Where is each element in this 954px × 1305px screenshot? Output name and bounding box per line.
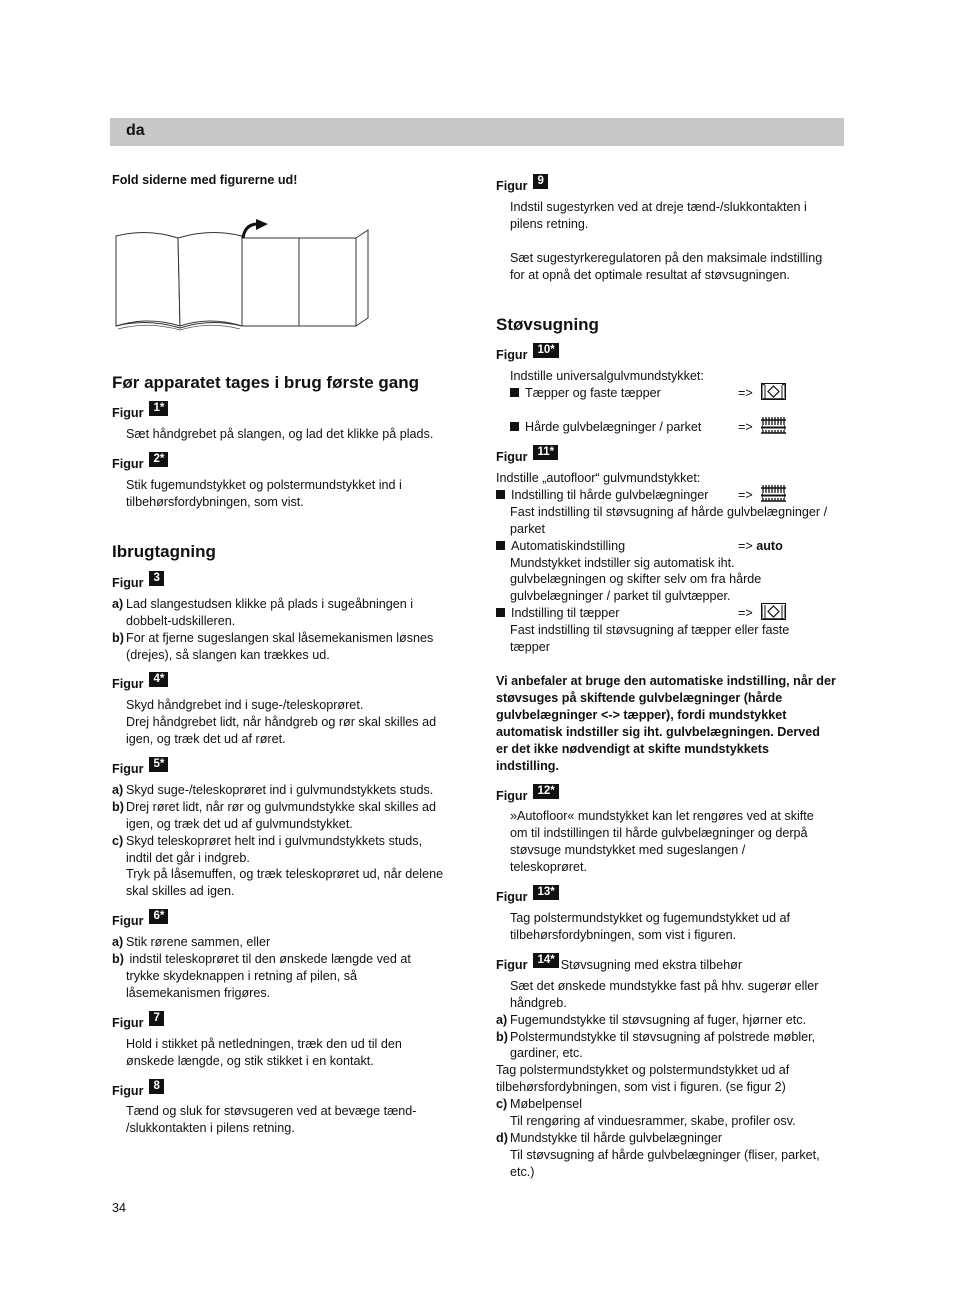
fig11-i1-text-1: Fast indstilling til støvsugning af hårde gulvbelægninger / [510, 505, 828, 519]
figure-label-text: Figur [112, 762, 144, 776]
language-bar [110, 118, 844, 146]
figure-label-text: Figur [112, 677, 144, 691]
item-letter: a) [112, 935, 124, 949]
fig4-text-3: igen, og træk det ud af røret. [126, 732, 286, 746]
fig14-c-2: Til rengøring af vinduesrammer, skabe, profiler osv. [510, 1114, 796, 1128]
fig3-a [112, 596, 413, 613]
figure-label-text: Figur [496, 450, 528, 464]
fig1-text: Sæt håndgrebet på slangen, og lad det klikke på plads. [126, 427, 434, 441]
fig9-text-4: for at opnå det optimale resultat af støvsugningen. [510, 268, 791, 282]
figure-label-text: Figur [112, 406, 144, 420]
figure-label-text: Figur [112, 576, 144, 590]
item-text: Fugemundstykke til støvsugning af fuger, hjørner etc. [510, 1013, 807, 1027]
figure-number-badge: 3 [149, 571, 163, 586]
figure-label-3 [112, 572, 164, 592]
recommend-text-4: automatisk indstiller sig iht. gulvbelægningen. Derved [496, 725, 820, 739]
fig11-item-carpet [496, 605, 620, 622]
figure-label-11 [496, 446, 558, 466]
fig10-arrow-2: => [738, 420, 753, 434]
recommend-text-3: gulvbelægninger <-> tæpper), fordi mundstykket [496, 708, 787, 722]
fig11-item-hardfloor [496, 487, 708, 504]
fig11-arrow-2 [738, 538, 783, 555]
item-text: Mundstykke til hårde gulvbelægninger [510, 1131, 723, 1145]
arrow-text: => [738, 539, 753, 553]
item-letter: b) [496, 1030, 508, 1044]
fig3-a-2: dobbelt-udskilleren. [126, 614, 236, 628]
fig12-text-4: teleskoprøret. [510, 860, 587, 874]
fig5-c-4: skal skilles ad igen. [126, 884, 235, 898]
fig9-text-3: Sæt sugestyrkeregulatoren på den maksimale indstilling [510, 251, 823, 265]
fig7-text-2: ønskede længde, og stik stikket i en kontakt. [126, 1054, 374, 1068]
page-number: 34 [112, 1201, 127, 1215]
figure-label-9 [496, 175, 548, 195]
figure-label-text: Figur [496, 348, 528, 362]
item-letter: a) [112, 597, 124, 611]
figure-number-badge: 11* [533, 445, 558, 460]
figure-label-8 [112, 1080, 164, 1100]
fig4-text-1: Skyd håndgrebet ind i suge-/teleskoprøret. [126, 698, 364, 712]
item-text: Tæpper og faste tæpper [525, 386, 661, 400]
recommend-text-2: støvsuges på skiftende gulvbelægninger (hårde [496, 691, 783, 705]
figure-label-text: Figur [496, 958, 528, 972]
fig5-b [112, 799, 436, 816]
fig4-text-2: Drej håndgrebet lidt, når håndgreb og rør skal skilles ad [126, 715, 437, 729]
fold-note: Fold siderne med figurerne ud! [112, 173, 298, 187]
item-text: Stik rørene sammen, eller [126, 935, 271, 949]
item-letter: a) [496, 1013, 508, 1027]
bullet-square [510, 422, 519, 431]
item-letter: a) [112, 783, 124, 797]
figure-label-2 [112, 453, 168, 473]
fig6-b-3: låsemekanismen frigøres. [126, 986, 271, 1000]
item-text: Skyd teleskoprøret helt ind i gulvmundstykkets studs, [126, 834, 423, 848]
fig10-item-hardfloor [510, 419, 701, 436]
figure-number-badge: 6* [149, 909, 168, 924]
fig14-m2: tilbehørsfordybningen, som vist i figuren. (se figur 2) [496, 1080, 786, 1094]
figure-number-badge: 5* [149, 757, 168, 772]
figure-label-text: Figur [496, 179, 528, 193]
item-letter: b) [112, 631, 124, 645]
figure-number-badge: 9 [533, 174, 547, 189]
fig2-text-1: Stik fugemundstykket og polstermundstykket ind i [126, 478, 402, 492]
fig12-text-1: »Autofloor« mundstykket kan let rengøres ved at skifte [510, 809, 814, 823]
fig5-b-2: igen, og træk det ud af gulvmundstykket. [126, 817, 353, 831]
figure-number-badge: 13* [533, 885, 558, 900]
figure-label-text: Figur [112, 1016, 144, 1030]
item-letter: c) [112, 834, 124, 848]
carpet-setting-icon [761, 383, 786, 400]
item-letter: b) [112, 800, 124, 814]
figure-number-badge: 4* [149, 672, 168, 687]
carpet-setting-icon [761, 603, 786, 620]
item-text: Drej røret lidt, når rør og gulvmundstykke skal skilles ad [126, 800, 437, 814]
figure-number-badge: 7 [149, 1011, 163, 1026]
figure-label-text: Figur [112, 914, 144, 928]
fig14-d [496, 1130, 722, 1147]
figure-number-badge: 14* [533, 953, 558, 968]
fig14-title: Støvsugning med ekstra tilbehør [560, 958, 743, 972]
figure-label-14 [496, 954, 743, 974]
figure-label-12 [496, 785, 559, 805]
fig11-i3-text-2: tæpper [510, 640, 550, 654]
hardfloor-setting-icon [761, 417, 786, 434]
fig11-arrow-1: => [738, 488, 753, 502]
fig12-text-3: støvsuge mundstykket med sugeslangen / [510, 843, 746, 857]
language-code: da [126, 122, 145, 139]
fig11-arrow-3: => [738, 606, 753, 620]
fig3-b [112, 630, 433, 647]
fig14-text-2: håndgreb. [510, 996, 567, 1010]
fig14-d-2: Til støvsugning af hårde gulvbelægninger (fliser, parket, [510, 1148, 820, 1162]
fig2-text-2: tilbehørsfordybningen, som vist. [126, 495, 304, 509]
section-title-first-use: Før apparatet tages i brug første gang [112, 373, 419, 392]
item-text: Automatiskindstilling [511, 539, 626, 553]
fig12-text-2: om til indstillingen til hårde gulvbelægninger og derpå [510, 826, 808, 840]
item-letter: c) [496, 1097, 508, 1111]
fig13-text-2: tilbehørsfordybningen, som vist i figuren. [510, 928, 737, 942]
item-letter: b) [112, 952, 124, 966]
figure-number-badge: 12* [533, 784, 558, 799]
figure-number-badge: 10* [533, 343, 558, 358]
fig6-b [112, 951, 411, 968]
figure-label-text: Figur [112, 1084, 144, 1098]
figure-label-13 [496, 886, 559, 906]
fold-pages-illustration [112, 218, 374, 332]
fig5-c-2: indtil det går i indgreb. [126, 851, 250, 865]
item-text: Indstilling til hårde gulvbelægninger [511, 488, 709, 502]
recommend-text-5: er det ikke nødvendigt at skifte mundstykkets [496, 742, 769, 756]
fig14-m1: Tag polstermundstykket og polstermundstykket ud af [496, 1063, 790, 1077]
section-title-usage: Ibrugtagning [112, 542, 216, 561]
fig14-text-1: Sæt det ønskede mundstykke fast på hhv. sugerør eller [510, 979, 819, 993]
fig6-a [112, 934, 270, 951]
item-text: Skyd suge-/teleskoprøret ind i gulvmundstykkets studs. [126, 783, 434, 797]
fig9-text-1: Indstil sugestyrken ved at dreje tænd-/slukkontakten i [510, 200, 807, 214]
fig11-text-1: Indstille „autofloor“ gulvmundstykket: [496, 471, 701, 485]
figure-number-badge: 8 [149, 1079, 163, 1094]
figure-label-10 [496, 344, 559, 364]
item-text: Hårde gulvbelægninger / parket [525, 420, 702, 434]
item-text: Lad slangestudsen klikke på plads i sugeåbningen i [126, 597, 414, 611]
item-text: For at fjerne sugeslangen skal låsemekanismen løsnes [126, 631, 434, 645]
figure-number-badge: 1* [149, 401, 168, 416]
section-title-vacuuming: Støvsugning [496, 315, 599, 334]
hardfloor-setting-icon [761, 485, 786, 502]
fig7-text-1: Hold i stikket på netledningen, træk den ud til den [126, 1037, 402, 1051]
figure-label-text: Figur [112, 457, 144, 471]
fig14-d-3: etc.) [510, 1165, 535, 1179]
fig10-arrow-1: => [738, 386, 753, 400]
fig14-c [496, 1096, 582, 1113]
figure-label-5 [112, 758, 168, 778]
fig11-i2-text-2: gulvbelægningen og skifter selv om fra hårde [510, 572, 762, 586]
figure-label-6 [112, 910, 168, 930]
bullet-square [496, 490, 505, 499]
fig3-b-2: (drejes), så slangen kan trækkes ud. [126, 648, 330, 662]
item-text: Indstilling til tæpper [511, 606, 620, 620]
figure-number-badge: 2* [149, 452, 168, 467]
fig10-item-carpet [510, 385, 661, 402]
fig8-text-2: /slukkontakten i pilens retning. [126, 1121, 295, 1135]
item-text: Polstermundstykke til støvsugning af polstrede møbler, [510, 1030, 816, 1044]
figure-label-text: Figur [496, 789, 528, 803]
fig5-c-3: Tryk på låsemuffen, og træk teleskoprøret ud, når delene [126, 867, 444, 881]
fig11-i3-text-1: Fast indstilling til støvsugning af tæpper eller faste [510, 623, 790, 637]
figure-label-1 [112, 402, 168, 422]
fig11-i1-text-2: parket [510, 522, 546, 536]
auto-label: auto [756, 539, 783, 553]
fig14-b-2: gardiner, etc. [510, 1046, 583, 1060]
fig11-item-auto [496, 538, 625, 555]
bullet-square [496, 608, 505, 617]
item-text: indstil teleskoprøret til den ønskede længde ved at [126, 952, 411, 966]
fig8-text-1: Tænd og sluk for støvsugeren ved at bevæge tænd- [126, 1104, 417, 1118]
fig13-text-1: Tag polstermundstykket og fugemundstykket ud af [510, 911, 791, 925]
fig11-i2-text-1: Mundstykket indstiller sig automatisk iht. [510, 556, 735, 570]
fig5-c [112, 833, 422, 850]
item-letter: d) [496, 1131, 508, 1145]
fig5-a [112, 782, 433, 799]
fig14-a [496, 1012, 806, 1029]
figure-label-4 [112, 673, 168, 693]
bullet-square [496, 541, 505, 550]
figure-label-7 [112, 1012, 164, 1032]
figure-label-text: Figur [496, 890, 528, 904]
bullet-square [510, 388, 519, 397]
fig11-i2-text-3: gulvbelægninger / parket til gulvtæpper. [510, 589, 731, 603]
recommend-text-1: Vi anbefaler at bruge den automatiske indstilling, når der [496, 674, 836, 688]
recommend-text-6: indstilling. [496, 759, 559, 773]
fig6-b-2: trykke skydeknappen i retning af pilen, så [126, 969, 358, 983]
fig14-b [496, 1029, 815, 1046]
item-text: Møbelpensel [510, 1097, 583, 1111]
fig10-text-1: Indstille universalgulvmundstykket: [510, 369, 704, 383]
fig9-text-2: pilens retning. [510, 217, 589, 231]
